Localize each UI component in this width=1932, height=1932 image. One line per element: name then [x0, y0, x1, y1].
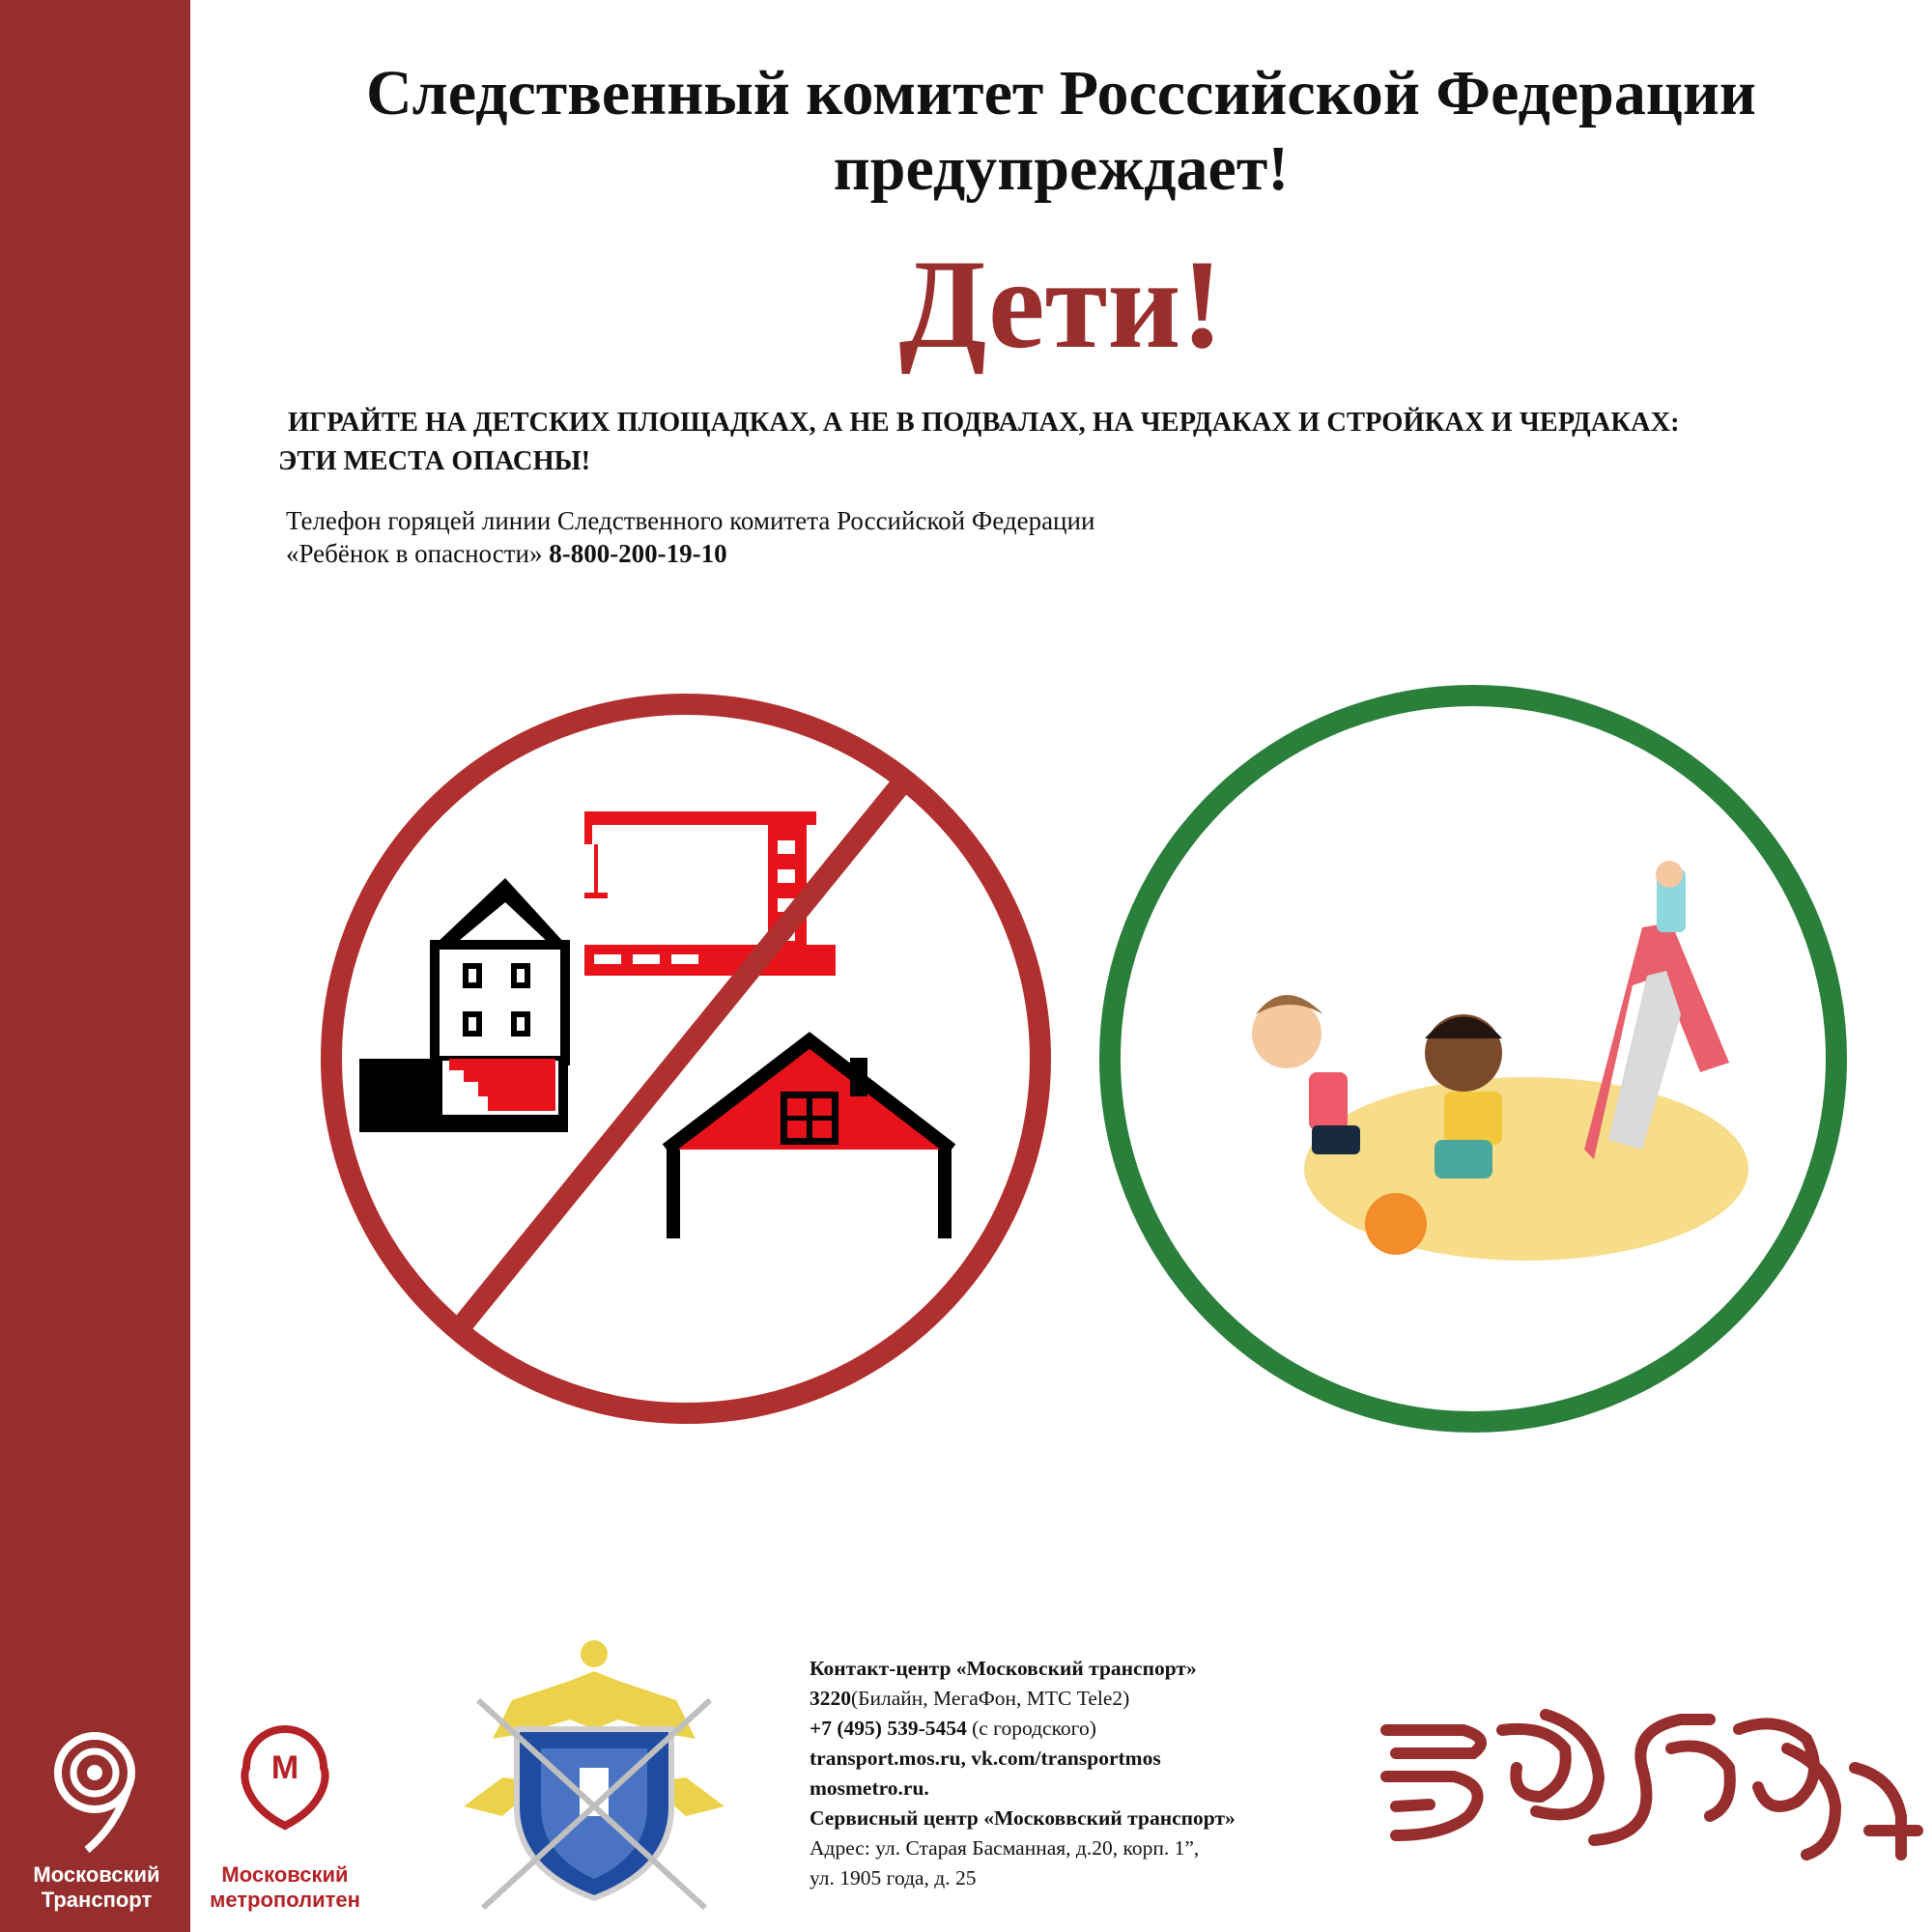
moscow-transport-logo-icon [58, 1736, 131, 1850]
contact-info [810, 1654, 1236, 1893]
metro-logo-text [203, 1862, 367, 1913]
warning-line-1: ИГРАЙТЕ НА ДЕТСКИХ ПЛОЩАДКАХ, А НЕ В ПОДВАЛАХ, НА ЧЕРДАКАХ И СТРОЙКАХ И ЧЕРДАКАХ: [288, 408, 1680, 438]
hotline-line-1: Телефон горяцей линии Следственного комитета Российской Федерации [286, 506, 1095, 535]
transport-logo-line-1: Московский [33, 1862, 160, 1887]
transport-logo-line-2: Транспорт [41, 1888, 153, 1912]
prohibited-places-icon [331, 704, 1040, 1413]
contact-center-title: Контакт-центр «Московский транспорт» [810, 1657, 1197, 1680]
title-line-2: предупреждает! [833, 133, 1290, 204]
playground-children-icon [1110, 696, 1836, 1422]
hotline-label: «Ребёнок в опасности» [286, 539, 543, 568]
hotline-phone: 8-800-200-19-10 [549, 539, 727, 568]
transport-logo-text [19, 1862, 174, 1913]
city-phone: +7 (495) 539-5454 [810, 1717, 967, 1740]
websites: transport.mos.ru, vk.com/transportmos [810, 1747, 1161, 1770]
short-number: 3220 [810, 1687, 851, 1710]
decorative-waves-icon [1386, 1715, 1918, 1855]
city-phone-note: (с городского) [966, 1717, 1096, 1740]
metro-website: mosmetro.ru. [810, 1776, 929, 1800]
city-phone-line [810, 1714, 1236, 1744]
service-center-title: Сервисный центр «Московвский транспорт» [810, 1806, 1236, 1830]
short-number-note: (Билайн, МегаФон, МТС Tele2) [851, 1687, 1130, 1710]
warning-line-2: ЭТИ МЕСТА ОПАСНЫ! [278, 446, 591, 476]
metro-logo-line-1: Московский [221, 1862, 349, 1887]
ball-icon [1365, 1193, 1427, 1255]
address-line-1: Адрес: ул. Старая Басманная, д.20, корп. 1”, [810, 1836, 1200, 1860]
metro-logo-line-2: метрополитен [210, 1888, 360, 1912]
metro-logo-letter: М [270, 1749, 299, 1786]
short-number-line [810, 1684, 1236, 1714]
address-line-2: ул. 1905 года, д. 25 [810, 1866, 977, 1889]
title-line-1: Следственный комитет Росссийской Федерации [366, 58, 1756, 128]
headline-children: Дети! [898, 233, 1224, 375]
investigative-committee-emblem-icon [464, 1640, 724, 1908]
